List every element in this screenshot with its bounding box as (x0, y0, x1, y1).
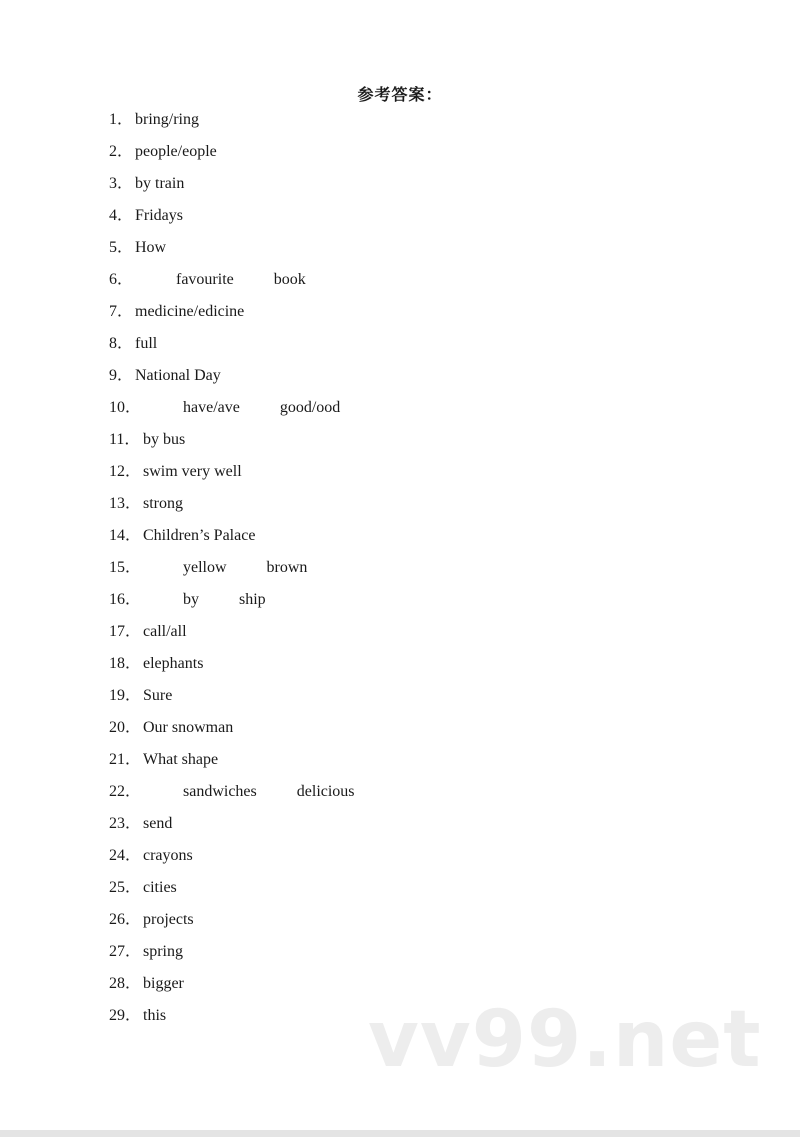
answer-row (109, 652, 709, 684)
answer-number: 21． (109, 751, 142, 768)
answer-text: yellow (183, 559, 227, 576)
answer-row (109, 140, 709, 172)
answer-text: crayons (143, 847, 193, 864)
answer-number: 3． (109, 175, 134, 192)
answer-list (109, 108, 709, 1036)
answer-number: 19． (109, 687, 142, 704)
answer-number: 2． (109, 143, 134, 160)
answer-number: 22． (109, 783, 142, 800)
answer-text: by train (135, 175, 185, 192)
answer-row (109, 748, 709, 780)
answer-text: medicine/edicine (135, 303, 245, 320)
answer-number: 4． (109, 207, 134, 224)
answer-number: 24． (109, 847, 142, 864)
answer-row (109, 940, 709, 972)
answer-number: 11． (109, 431, 141, 448)
answer-row (109, 428, 709, 460)
answer-text: Children’s Palace (143, 527, 256, 544)
answer-row (109, 268, 709, 300)
answer-text: people/eople (135, 143, 217, 160)
page-bottom-edge (0, 1130, 800, 1137)
answer-row (109, 300, 709, 332)
answer-text: brown (266, 559, 308, 576)
answer-row (109, 684, 709, 716)
answer-text: delicious (296, 783, 355, 800)
answer-text: good/ood (279, 399, 341, 416)
answer-number: 10． (109, 399, 142, 416)
answer-text: projects (143, 911, 194, 928)
answer-text: bring/ring (135, 111, 199, 128)
answer-row (109, 780, 709, 812)
answer-row (109, 844, 709, 876)
answer-number: 1． (109, 111, 134, 128)
answer-number: 9． (109, 367, 134, 384)
answer-row (109, 108, 709, 140)
answer-text: bigger (143, 975, 184, 992)
page-title: 参考答案： (357, 85, 443, 104)
answer-number: 23． (109, 815, 142, 832)
answer-row (109, 364, 709, 396)
answer-row (109, 236, 709, 268)
answer-text: National Day (135, 367, 221, 384)
answer-number: 26． (109, 911, 142, 928)
answer-number: 28． (109, 975, 142, 992)
answer-text: send (143, 815, 173, 832)
answer-number: 15． (109, 559, 142, 576)
answer-text: by bus (143, 431, 186, 448)
answer-text: What shape (143, 751, 219, 768)
answer-number: 25． (109, 879, 142, 896)
answer-number: 12． (109, 463, 142, 480)
answer-text: call/all (143, 623, 187, 640)
answer-text: book (273, 271, 306, 288)
answer-number: 29． (109, 1007, 142, 1024)
answer-row (109, 204, 709, 236)
watermark: vv99.net (368, 995, 762, 1085)
answer-text: spring (143, 943, 183, 960)
answer-text: Our snowman (143, 719, 234, 736)
answer-row (109, 396, 709, 428)
answer-text: strong (143, 495, 183, 512)
answer-row (109, 908, 709, 940)
answer-row (109, 588, 709, 620)
answer-text: sandwiches (183, 783, 257, 800)
answer-row (109, 876, 709, 908)
answer-number: 14． (109, 527, 142, 544)
answer-text: this (143, 1007, 167, 1024)
answer-text: ship (239, 591, 266, 608)
answer-number: 27． (109, 943, 142, 960)
answer-number: 13． (109, 495, 142, 512)
answer-number: 20． (109, 719, 142, 736)
answer-number: 16． (109, 591, 142, 608)
answer-row (109, 556, 709, 588)
answer-number: 6． (109, 271, 134, 288)
answer-row (109, 332, 709, 364)
answer-text: elephants (143, 655, 204, 672)
answer-text: full (135, 335, 158, 352)
answer-row (109, 460, 709, 492)
answer-row (109, 524, 709, 556)
answer-number: 5． (109, 239, 134, 256)
answer-text: Sure (143, 687, 173, 704)
answer-row (109, 620, 709, 652)
answer-number: 8． (109, 335, 134, 352)
answer-row (109, 172, 709, 204)
answer-row (109, 812, 709, 844)
answer-number: 17． (109, 623, 142, 640)
answer-text: favourite (176, 271, 234, 288)
answer-number: 18． (109, 655, 142, 672)
answer-text: swim very well (143, 463, 242, 480)
answer-text: How (135, 239, 167, 256)
answer-row (109, 716, 709, 748)
answer-row (109, 492, 709, 524)
answer-number: 7． (109, 303, 134, 320)
answer-text: have/ave (183, 399, 240, 416)
answer-text: cities (143, 879, 177, 896)
answer-text: by (183, 591, 199, 608)
answer-text: Fridays (135, 207, 183, 224)
